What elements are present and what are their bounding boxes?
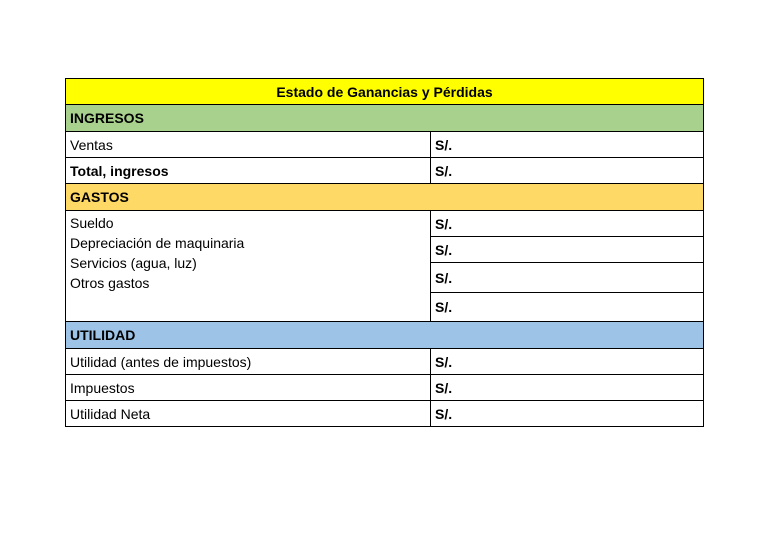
ingresos-header: INGRESOS bbox=[70, 110, 144, 126]
table-row bbox=[66, 131, 703, 157]
utilidad-antes-value: S/. bbox=[435, 353, 453, 370]
gastos-block bbox=[66, 210, 703, 321]
utilidad-header-row bbox=[66, 321, 703, 348]
gasto-value-servicios: S/. bbox=[431, 262, 703, 292]
total-ingresos-value: S/. bbox=[435, 162, 453, 179]
impuestos-label: Impuestos bbox=[66, 375, 431, 400]
ventas-value: S/. bbox=[435, 136, 453, 153]
gasto-item-depreciacion: Depreciación de maquinaria bbox=[70, 235, 245, 251]
table-row bbox=[66, 374, 703, 400]
utilidad-neta-value: S/. bbox=[435, 405, 453, 422]
gastos-labels bbox=[66, 211, 431, 321]
gasto-value-sueldo: S/. bbox=[435, 215, 453, 232]
table-title: Estado de Ganancias y Pérdidas bbox=[276, 83, 493, 100]
table-row bbox=[66, 348, 703, 374]
ventas-label: Ventas bbox=[66, 132, 431, 157]
gasto-value-otros: S/. bbox=[431, 292, 703, 321]
income-statement-table bbox=[65, 78, 704, 427]
gastos-header-row bbox=[66, 183, 703, 210]
impuestos-value: S/. bbox=[435, 379, 453, 396]
gasto-item-servicios: Servicios (agua, luz) bbox=[70, 255, 197, 271]
table-row bbox=[66, 400, 703, 426]
gasto-item-otros: Otros gastos bbox=[70, 275, 150, 291]
gasto-item-sueldo: Sueldo bbox=[70, 215, 114, 231]
gastos-header: GASTOS bbox=[70, 189, 129, 205]
utilidad-header: UTILIDAD bbox=[70, 327, 136, 343]
ingresos-header-row bbox=[66, 104, 703, 131]
total-ingresos-label: Total, ingresos bbox=[66, 158, 431, 183]
utilidad-neta-label: Utilidad Neta bbox=[66, 401, 431, 426]
gastos-values bbox=[431, 211, 703, 321]
table-title-row bbox=[66, 79, 703, 104]
utilidad-antes-label: Utilidad (antes de impuestos) bbox=[66, 349, 431, 374]
table-row bbox=[66, 157, 703, 183]
gasto-value-depreciacion: S/. bbox=[431, 236, 703, 262]
